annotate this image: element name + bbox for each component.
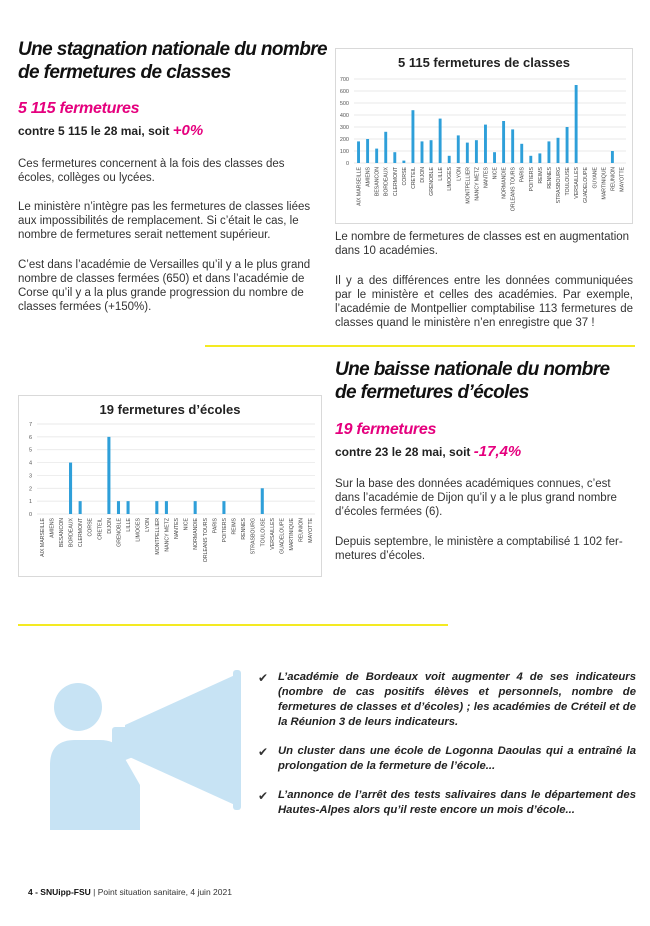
check-icon: ✔ [258, 671, 269, 685]
bullet-text: L’annonce de l’arrêt des tests salivaires dans le département des Hautes-Alpes alors qu’il reste encore un mois d’école... [278, 789, 636, 816]
x-tick-label: NANTES [174, 518, 180, 540]
section2-subline-text: contre 23 le 28 mai, soit [335, 445, 474, 459]
x-tick-label: CORSE [401, 167, 408, 186]
y-tick-label: 3 [28, 473, 32, 480]
y-tick-label: 0 [345, 161, 349, 167]
y-tick-label: 500 [339, 101, 349, 107]
divider-2 [18, 624, 448, 626]
x-tick-label: GUADELOUPE [279, 518, 286, 555]
section2-title-line1: Une baisse nationale du nombre [335, 359, 610, 380]
section1-right-para1: Le nombre de fermetures de classes est en augmentation dans 10 académies. [335, 231, 630, 257]
bullet-item [258, 744, 636, 774]
x-tick-label: MONTPELLIER [154, 518, 161, 555]
x-tick-label: LILLE [126, 518, 133, 532]
section1-right-para2: Il y a des différences entre les données communiquées par le ministère et celles des académies. Par exemple, l’académie de Montpellier comptabilise 113 fermetures de classes quand le ministère n’en enregistre que 37 ! [335, 275, 633, 329]
x-tick-label: VERSAILLES [269, 518, 276, 550]
section1-para3: C’est dans l’académie de Versailles qu’il y a le plus grand nombre de classes fermées (650) et dans l’académie de Corse qu’il y a la plus grande progression du nombre de classes fermées (+150%). [18, 259, 311, 313]
x-tick-label: POITIERS [528, 167, 535, 192]
x-tick-label: AIX MARSEILLE [356, 167, 363, 206]
bar [375, 149, 378, 163]
bar [466, 143, 469, 163]
x-tick-label: REUNION [610, 167, 617, 191]
x-tick-label: DIJON [106, 518, 113, 534]
bar [79, 501, 82, 514]
bullet-text: Un cluster dans une école de Logonna Daoulas qui a entraîné la prolongation de la fermeture de l’école... [278, 745, 636, 772]
x-tick-label: CORSE [87, 518, 94, 537]
bar [194, 501, 197, 514]
y-tick-label: 7 [28, 422, 32, 428]
section1-count: 5 115 fermetures [18, 100, 140, 117]
x-tick-label: NICE [492, 167, 499, 180]
x-tick-label: BORDEAUX [68, 518, 75, 548]
x-tick-label: NANTES [483, 167, 490, 189]
section1-title [18, 38, 328, 84]
bar [430, 140, 433, 163]
x-tick-label: LIMOGES [447, 167, 454, 191]
bullet-item [258, 788, 636, 818]
y-tick-label: 6 [28, 434, 32, 441]
bar [127, 501, 130, 514]
bar [411, 110, 414, 163]
x-tick-label: CRETEIL [410, 167, 417, 189]
x-tick-label: TOULOUSE [565, 166, 572, 196]
footer-text: Point situation sanitaire, 4 juin 2021 [97, 887, 232, 897]
y-tick-label: 600 [339, 89, 349, 95]
section2-subline-pct: -17,4% [473, 443, 522, 460]
x-tick-label: STRASBOURG [556, 167, 562, 204]
classes-chart-svg [336, 49, 632, 223]
x-tick-label: REIMS [537, 167, 544, 184]
bar [402, 161, 405, 163]
footer-sep: | [90, 887, 98, 897]
page-footer [28, 887, 232, 897]
bar [384, 132, 387, 163]
bullet-item [258, 670, 636, 730]
x-tick-label: ORLEANS TOURS [510, 167, 517, 212]
x-tick-label: PARIS [212, 518, 219, 534]
y-tick-label: 400 [339, 113, 349, 119]
section1-subline-text: contre 5 115 le 28 mai, soit [18, 124, 173, 138]
bar [566, 127, 569, 163]
section2-title [335, 358, 635, 404]
bar [393, 152, 396, 163]
x-tick-label: DIJON [420, 167, 426, 183]
classes-chart [335, 48, 633, 224]
section2-subline [335, 443, 521, 460]
bar [575, 85, 578, 163]
x-tick-label: MAYOTTE [308, 518, 315, 543]
bar [107, 437, 110, 514]
y-tick-label: 2 [28, 486, 32, 493]
bar [529, 156, 532, 163]
y-tick-label: 700 [339, 77, 349, 83]
y-tick-label: 200 [339, 137, 349, 143]
x-tick-label: LILLE [438, 167, 445, 181]
y-tick-label: 4 [28, 460, 32, 467]
x-tick-label: AMIENS [49, 518, 56, 538]
divider-1 [205, 345, 635, 347]
section2-count: 19 fermetures [335, 421, 437, 438]
x-tick-label: CLERMONT [392, 167, 399, 197]
x-tick-label: LYON [456, 167, 463, 181]
footer-page: 4 - SNUipp-FSU [28, 887, 91, 897]
x-tick-label: AMIENS [365, 167, 372, 187]
section1-title-line2: de fermetures de classes [18, 62, 231, 83]
bar [502, 121, 505, 163]
news-bullets [258, 670, 636, 832]
bar [557, 138, 560, 163]
bar [222, 501, 225, 514]
bar [69, 463, 72, 514]
classes-chart-title: 5 115 fermetures de classes [397, 55, 570, 70]
x-tick-label: CLERMONT [78, 518, 85, 548]
check-icon: ✔ [258, 789, 269, 803]
section1-para2: Le ministère n’intègre pas les fermetures de classes liées aux impossibilités de remplacement. Si c’était le cas, le nombre de fermetures serait nettement supérieur. [18, 201, 311, 241]
x-tick-label: CRETEIL [97, 518, 104, 540]
check-icon: ✔ [258, 745, 269, 759]
bar [475, 140, 478, 163]
x-tick-label: AIX MARSEILLE [39, 518, 46, 557]
section1-para1: Ces fermetures concernent à la fois des classes des écoles, collèges ou lycées. [18, 158, 285, 184]
y-tick-label: 100 [339, 149, 349, 155]
x-tick-label: GUYANE [592, 167, 599, 189]
x-tick-label: STRASBOURG [250, 518, 257, 555]
y-tick-label: 0 [28, 512, 32, 518]
x-tick-label: MAYOTTE [619, 167, 626, 192]
x-tick-label: GRENOBLE [116, 518, 123, 547]
x-tick-label: POITIERS [221, 518, 228, 543]
bar [357, 141, 360, 163]
bar [117, 501, 120, 514]
bar [439, 119, 442, 163]
y-tick-label: 300 [339, 125, 349, 131]
bar [457, 135, 460, 163]
x-tick-label: GUADELOUPE [583, 167, 590, 204]
bar [520, 144, 523, 163]
bar [611, 151, 614, 163]
x-tick-label: MONTPELLIER [465, 167, 472, 204]
bar [165, 501, 168, 514]
x-tick-label: TOULOUSE [260, 518, 267, 547]
x-tick-label: GRENOBLE [429, 167, 436, 196]
schools-chart-title: 19 fermetures d’écoles [99, 402, 241, 417]
x-tick-label: RENNES [546, 167, 553, 189]
bar [493, 152, 496, 163]
bar [547, 141, 550, 163]
x-tick-label: NANCY METZ [164, 518, 171, 552]
x-tick-label: RENNES [241, 518, 248, 540]
x-tick-label: BESANCON [58, 518, 65, 548]
section1-subline [18, 122, 203, 139]
x-tick-label: NORMANDIE [501, 167, 508, 199]
bar [511, 129, 514, 163]
x-tick-label: NORMANDIE [193, 518, 200, 550]
section1-subline-pct: +0% [172, 122, 204, 139]
x-tick-label: NANCY METZ [474, 167, 481, 201]
x-tick-label: LIMOGES [135, 518, 142, 542]
x-tick-label: BESANCON [374, 167, 381, 197]
bar [484, 125, 487, 163]
schools-chart [18, 395, 322, 577]
section2-para1: Sur la base des données académiques connues, c’est dans l’académie de Dijon qu’il y a le plus grand nombre d’écoles fermées (6). [335, 478, 617, 518]
x-tick-label: NICE [183, 518, 190, 531]
x-tick-label: VERSAILLES [574, 167, 581, 199]
x-tick-label: MARTINIQUE [289, 518, 296, 551]
x-tick-label: REUNION [298, 518, 305, 542]
bar [366, 139, 369, 163]
bar [448, 156, 451, 163]
x-tick-label: REIMS [231, 518, 238, 535]
y-tick-label: 1 [28, 499, 32, 506]
schools-chart-svg [19, 396, 321, 576]
bar [538, 153, 541, 163]
bar [421, 141, 424, 163]
x-tick-label: LYON [145, 518, 152, 532]
x-tick-label: PARIS [519, 167, 526, 183]
bar [261, 488, 264, 514]
bullet-text: L’académie de Bordeaux voit augmenter 4 de ses indicateurs (nombre de cas positifs élèves et personnels, nombre de fermetures de classes et d’écoles) ; les académies de Créteil et de la Réunion 3 de leurs indicateurs. [278, 671, 636, 728]
x-tick-label: ORLEANS TOURS [202, 518, 209, 563]
megaphone-icon [30, 655, 260, 830]
bar [155, 501, 158, 514]
section2-para2: Depuis septembre, le ministère a comptabilisé 1 102 fermetures d’écoles. [335, 536, 623, 562]
section2-title-line2: de fermetures d’écoles [335, 382, 529, 403]
x-tick-label: MARTINIQUE [601, 167, 608, 200]
y-tick-label: 5 [28, 447, 32, 454]
section1-title-line1: Une stagnation nationale du nombre [18, 39, 327, 60]
x-tick-label: BORDEAUX [383, 167, 390, 197]
